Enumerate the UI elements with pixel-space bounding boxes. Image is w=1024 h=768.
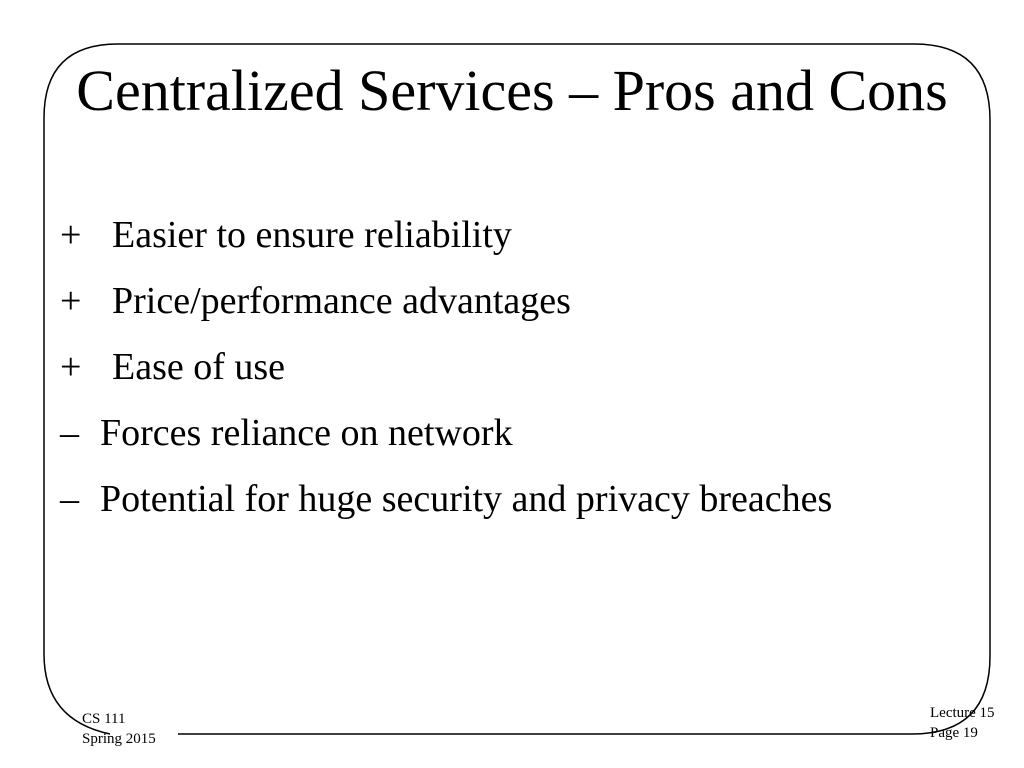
plus-icon: +	[60, 214, 82, 256]
bullet-item-con	[60, 476, 960, 522]
lecture-number: Lecture 15	[930, 705, 995, 721]
bullet-text: Ease of use	[112, 346, 286, 388]
plus-icon: +	[60, 280, 82, 322]
course-name: CS 111	[82, 711, 126, 727]
bullet-text: Forces reliance on network	[100, 412, 513, 454]
bullet-item-pro	[60, 344, 960, 390]
bullet-item-pro	[60, 278, 960, 324]
footer-course-info	[82, 709, 156, 749]
page-number: Page 19	[930, 725, 978, 741]
bullet-text: Price/performance advantages	[112, 280, 571, 322]
slide-title: Centralized Services – Pros and Cons	[76, 58, 948, 123]
bullet-text: Easier to ensure reliability	[112, 214, 512, 256]
bullet-text: Potential for huge security and privacy breaches	[100, 478, 833, 520]
course-term: Spring 2015	[82, 731, 156, 747]
bullet-list	[60, 212, 960, 542]
bullet-item-con	[60, 410, 960, 456]
footer-lecture-info	[930, 703, 995, 743]
plus-icon: +	[60, 346, 82, 388]
bullet-item-pro	[60, 212, 960, 258]
minus-icon: –	[60, 412, 79, 454]
minus-icon: –	[60, 478, 79, 520]
